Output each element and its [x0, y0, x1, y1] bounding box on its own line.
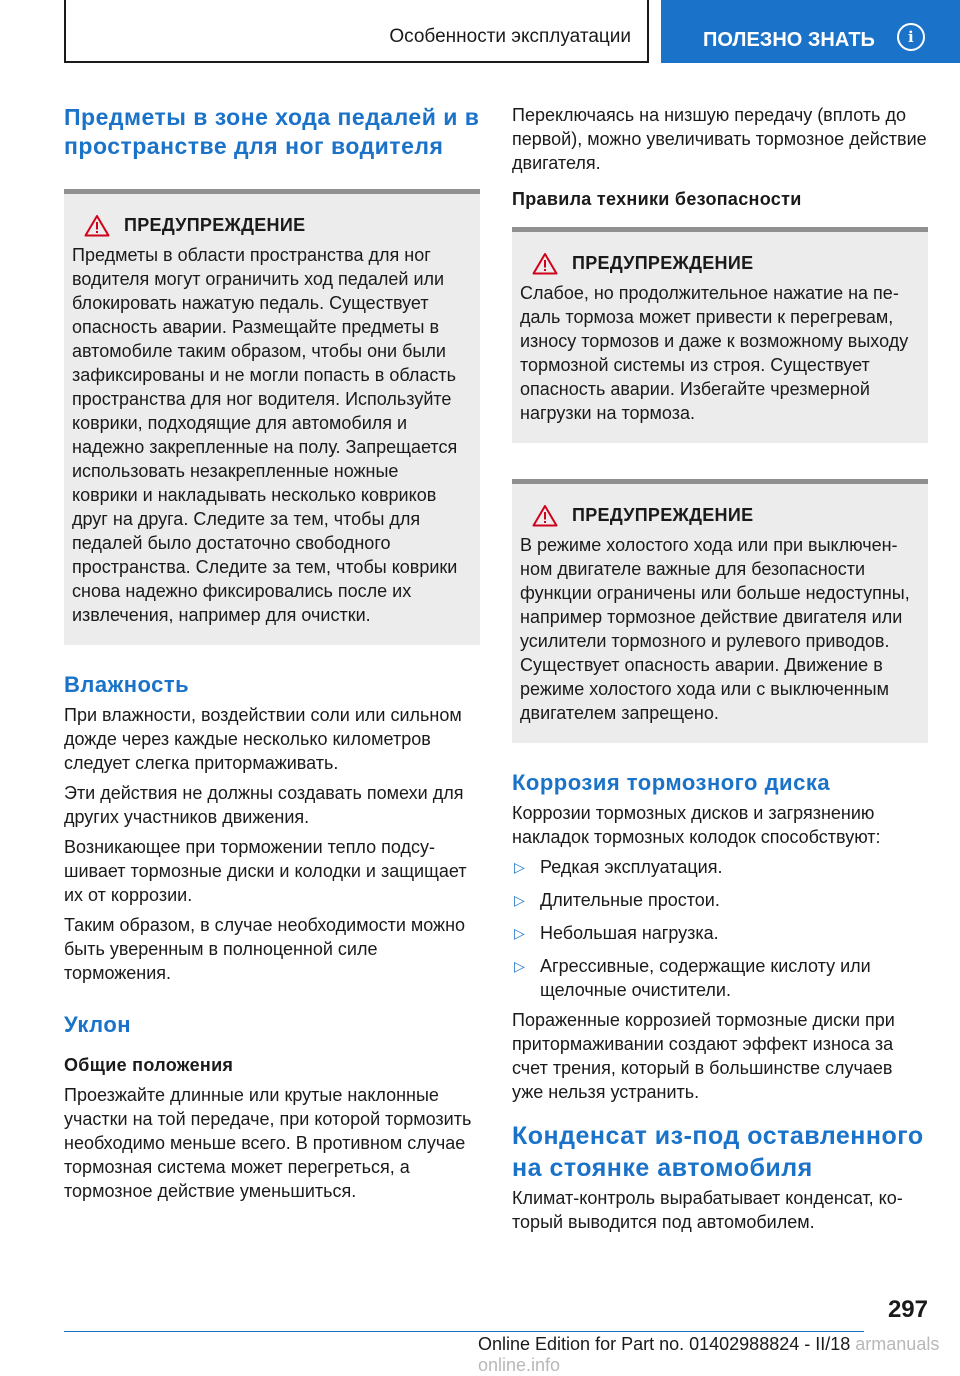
warning-header [532, 252, 916, 275]
edition-text: Online Edition for Part no. 01402988824 - II/18 [478, 1334, 851, 1354]
triangle-right-outline-icon: ▷ [514, 925, 525, 941]
list-item [512, 855, 928, 879]
warning-text: Слабое, но продолжительное нажатие на педаль тормоза может привести к перегревам, износу тормозов и даже к возможному выходу тормозной системы из строя. Существует опасность аварии. Избегайте чрезмерной нагрузки на тормоза. [520, 283, 909, 423]
left-column [64, 103, 480, 1203]
warning-triangle-icon [532, 252, 558, 275]
warning-text: Предметы в области пространства для ног водителя могут ограничить ход педалей или блокировать нажатую педаль. Существует опасность аварии. Размещайте предметы в автомобиле таким образом, чтобы они были зафиксированы и не могли попасть в область пространства для ног водителя. Используйте коврики, подходящие для автомобиля и надежно закрепленные на полу. Запрещается использовать незакрепленные ножные коврики и накладывать несколько ковриков друг на друга. Следите за тем, чтобы для педалей было достаточно свободного пространства. Следите за тем, чтобы коврики снова надежно фиксировались после их извлечения, например для очистки. [72, 245, 458, 625]
header-section-title: Особенности эксплуатации [389, 26, 631, 47]
subsection-title-general: Общие положения [64, 1055, 234, 1075]
corrosion-list [512, 855, 928, 1002]
list-item-text: Длительные простои. [540, 890, 720, 910]
info-icon[interactable]: i [897, 23, 925, 51]
triangle-right-outline-icon: ▷ [514, 892, 525, 908]
warning-box [512, 227, 928, 443]
list-item-text: Небольшая нагрузка. [540, 923, 719, 943]
corrosion-outro: Пораженные коррозией тормозные диски при притормаживании создают эффект износа за счет трения, который в большинстве случаев уже нельзя устранить. [512, 1010, 895, 1102]
section-title-corrosion: Коррозия тормозного диска [512, 770, 831, 795]
moisture-paragraph-2: Эти действия не должны создавать помехи для других участников движения. [64, 783, 464, 827]
watermark: armanuals online.info [478, 1334, 940, 1375]
header-tab[interactable] [661, 0, 960, 63]
warning-text: В режиме холостого хода или при выключенном двигателе важные для безопасности функции ограничены или больше недоступны, например тормозное действие двигателя или усилители тормозного и рулевого приводов. Существует опасность аварии. Движение в режиме холостого хода или с выключенным двигателем запрещено. [520, 535, 910, 723]
warning-header [84, 214, 468, 237]
header-section [64, 0, 649, 63]
page-number: 297 [887, 1296, 928, 1323]
warning-label: ПРЕДУПРЕЖДЕНИЕ [124, 215, 306, 235]
warning-label: ПРЕДУПРЕЖДЕНИЕ [572, 253, 754, 273]
list-item [512, 921, 928, 945]
section-title-condensate: Конденсат из-под оставленного на стоянке автомобиля [512, 1122, 924, 1182]
list-item [512, 954, 928, 1002]
warning-box [64, 189, 480, 645]
moisture-paragraph-4: Таким образом, в случае необходимости можно быть уверенным в полноценной силе торможения. [64, 915, 466, 983]
warning-header [532, 504, 916, 527]
warning-triangle-icon [532, 504, 558, 527]
header-tab-label: ПОЛЕЗНО ЗНАТЬ [703, 29, 875, 51]
section-title-pedal-objects: Предметы в зоне хода педалей и в пространстве для ног водителя [64, 104, 480, 159]
triangle-right-outline-icon: ▷ [514, 859, 525, 875]
warning-triangle-icon [84, 214, 110, 237]
condensate-paragraph: Климат-контроль вырабатывает конденсат, который выводится под автомобилем. [512, 1188, 903, 1232]
list-item-text: Редкая эксплуатация. [540, 857, 723, 877]
warning-label: ПРЕДУПРЕЖДЕНИЕ [572, 505, 754, 525]
triangle-right-outline-icon: ▷ [514, 958, 525, 974]
section-title-slope: Уклон [64, 1012, 132, 1037]
right-column [512, 103, 928, 1234]
edition-line [478, 1334, 960, 1376]
slope-paragraph: Проезжайте длинные или крутые наклонные участки на той передаче, при которой тормозить необходимо меньше всего. В противном случае тормозная система может перегреться, а тормозное действие уменьшиться. [64, 1085, 472, 1201]
engine-braking-paragraph: Переключаясь на низшую передачу (вплоть до первой), можно увеличивать тормозное действие двигателя. [512, 105, 927, 173]
moisture-paragraph-3: Возникающее при торможении тепло подсушивает тормозные диски и колодки и защищает их от коррозии. [64, 837, 467, 905]
subsection-title-safety: Правила техники безопасности [512, 189, 802, 209]
warning-box [512, 479, 928, 743]
corrosion-intro: Коррозии тормозных дисков и загрязнению накладок тормозных колодок способствуют: [512, 803, 881, 847]
list-item [512, 888, 928, 912]
moisture-paragraph-1: При влажности, воздействии соли или сильном дожде через каждые несколько километров следует слегка притормаживать. [64, 705, 462, 773]
footer-divider [64, 1331, 864, 1332]
list-item-text: Агрессивные, содержащие кислоту или щелочные очистители. [540, 956, 871, 1000]
section-title-moisture: Влажность [64, 672, 190, 697]
